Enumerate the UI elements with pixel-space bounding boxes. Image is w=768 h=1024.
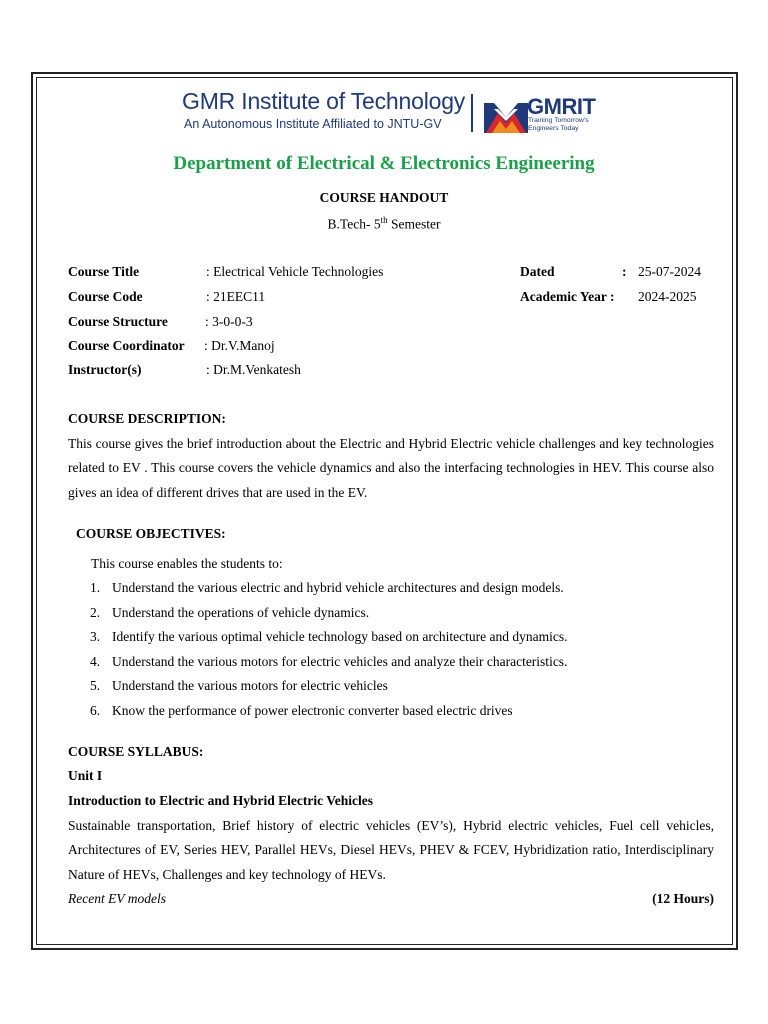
unit-hours: (12 Hours) xyxy=(652,891,714,906)
course-code-label: Course Code xyxy=(68,289,143,304)
objective-text: Understand the various electric and hybrid vehicle architectures and design models. xyxy=(112,580,564,595)
objective-item xyxy=(90,703,513,719)
course-structure-label: Course Structure xyxy=(68,314,168,329)
institute-name: GMR Institute of Technology xyxy=(182,88,466,114)
unit-label: Unit I xyxy=(68,768,103,783)
recent-ev-models: Recent EV models xyxy=(68,891,166,906)
logo-divider xyxy=(471,94,473,132)
description-text: This course gives the brief introduction about the Electric and Hybrid Electric vehicle challenges and key technologies related to EV . This course covers the vehicle dynamics and also the interfacing technologies in HEV. This course also gives an idea of different drives that are used in the EV. xyxy=(68,436,714,500)
institute-subtitle: An Autonomous Institute Affiliated to JNTU-GV xyxy=(184,117,442,131)
course-coordinator-value: : Dr.V.Manoj xyxy=(204,338,275,353)
logo-tagline-line-1: Training Tomorrow's xyxy=(528,117,589,124)
semester-line xyxy=(0,215,768,233)
logo-tagline xyxy=(528,117,608,132)
objective-number: 2. xyxy=(90,605,101,620)
objective-item xyxy=(90,605,369,621)
logo-wordmark: GMRIT xyxy=(527,94,596,119)
academic-year-value: 2024-2025 xyxy=(638,289,697,304)
syllabus-heading: COURSE SYLLABUS: xyxy=(68,744,204,759)
objectives-intro: This course enables the students to: xyxy=(91,556,283,571)
objective-text: Identify the various optimal vehicle technology based on architecture and dynamics. xyxy=(112,629,568,644)
instructor-label: Instructor(s) xyxy=(68,362,142,377)
objective-item xyxy=(90,654,567,670)
dated-colon: : xyxy=(622,264,627,279)
objective-number: 6. xyxy=(90,703,101,718)
gmrit-logo-icon xyxy=(484,95,528,133)
objective-item xyxy=(90,629,567,645)
course-code-value: : 21EEC11 xyxy=(206,289,266,304)
objective-text: Understand the various motors for electric vehicles xyxy=(112,678,388,693)
handout-title: COURSE HANDOUT xyxy=(319,190,449,205)
objective-item xyxy=(90,580,564,596)
academic-year-label: Academic Year : xyxy=(520,289,615,304)
semester-suffix: Semester xyxy=(387,216,441,232)
unit-title: Introduction to Electric and Hybrid Electric Vehicles xyxy=(68,793,373,808)
logo-tagline-line-2: Engineers Today xyxy=(528,124,579,132)
instructor-value: : Dr.M.Venkatesh xyxy=(206,362,301,377)
unit-text: Sustainable transportation, Brief history of electric vehicles (EV’s), Hybrid electric vehicles, Fuel cell vehicles, Architectures of EV, Series HEV, Parallel HEVs, Diesel HEVs, PHEV & FCEV, Hybridization ratio, Interdisciplinary Nature of HEVs, Challenges and key technology of HEVs. xyxy=(68,818,714,882)
course-title-value: : Electrical Vehicle Technologies xyxy=(206,264,384,279)
semester-prefix: B.Tech- 5 xyxy=(327,216,381,232)
course-coordinator-label: Course Coordinator xyxy=(68,338,185,353)
objective-number: 5. xyxy=(90,678,101,693)
course-structure-value: : 3-0-0-3 xyxy=(205,314,253,329)
objective-text: Understand the various motors for electric vehicles and analyze their characteristics. xyxy=(112,654,568,669)
course-title-label: Course Title xyxy=(68,264,140,279)
department-title: Department of Electrical & Electronics Engineering xyxy=(173,153,595,174)
description-heading: COURSE DESCRIPTION: xyxy=(68,411,226,426)
semester-sup: th xyxy=(380,215,388,225)
objective-text: Know the performance of power electronic converter based electric drives xyxy=(112,703,513,718)
dated-label: Dated xyxy=(520,264,555,279)
objective-number: 1. xyxy=(90,580,101,595)
objective-item xyxy=(90,678,388,694)
objectives-heading: COURSE OBJECTIVES: xyxy=(76,526,226,541)
objective-number: 4. xyxy=(90,654,101,669)
objective-number: 3. xyxy=(90,629,101,644)
objective-text: Understand the operations of vehicle dynamics. xyxy=(112,605,370,620)
dated-value: 25-07-2024 xyxy=(638,264,701,279)
